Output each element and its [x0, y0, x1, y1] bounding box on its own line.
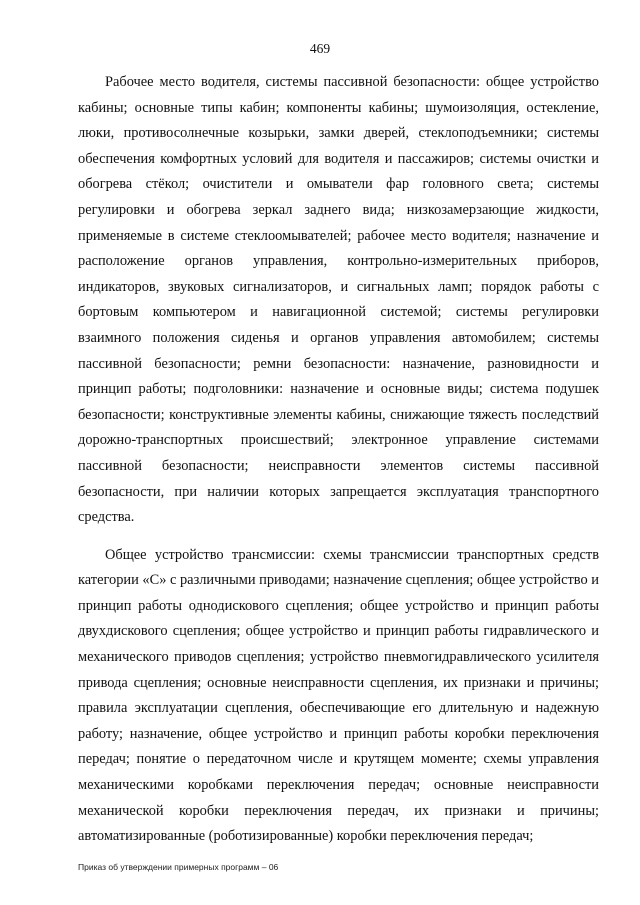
- text-line: Рабочее место водителя, системы пассивной безопасности: общее устройство: [105, 74, 599, 90]
- text-line: обеспечения комфортных условий для водителя и пассажиров; системы очистки и: [78, 150, 599, 167]
- text-line: дорожно-транспортных происшествий; электронное управление системами: [78, 432, 599, 449]
- text-line: принцип работы однодискового сцепления; общее устройство и принцип работы: [78, 597, 599, 614]
- text-line: пассивной безопасности; неисправности элементов системы пассивной: [78, 457, 599, 474]
- text-line: правила эксплуатации сцепления, обеспечивающие его длительную и надежную: [78, 700, 599, 717]
- text-line: категории «С» с различными приводами; назначение сцепления; общее устройство и: [78, 572, 599, 589]
- text-line: механического приводов сцепления; устройство пневмогидравлического усилителя: [78, 649, 599, 666]
- text-line: применяемые в системе стеклоомывателей; рабочее место водителя; назначение и: [78, 227, 599, 244]
- text-line: регулировки и обогрева зеркал заднего вида; низкозамерзающие жидкости,: [78, 201, 599, 218]
- text-line: люки, противосолнечные козырьки, замки дверей, стеклоподъемники; системы: [78, 125, 599, 142]
- text-line: кабины; основные типы кабин; компоненты кабины; шумоизоляция, остекление,: [78, 99, 599, 116]
- text-line: расположение органов управления, контрольно-измерительных приборов,: [78, 253, 599, 270]
- text-line: безопасности; конструктивные элементы кабины, снижающие тяжесть последствий: [78, 406, 599, 423]
- page-number: 469: [309, 41, 331, 56]
- text-line: обогрева стёкол; очистители и омыватели фар головного света; системы: [78, 176, 599, 193]
- text-line: работу; назначение, общее устройство и принцип работы коробки переключения: [78, 725, 599, 742]
- text-line: взаимного положения сиденья и органов управления автомобилем; системы: [78, 329, 599, 346]
- text-line: бортовым компьютером и навигационной системой; системы регулировки: [78, 304, 599, 321]
- text-line: автоматизированные (роботизированные) коробки переключения передач;: [78, 828, 534, 845]
- text-line: принцип работы; подголовники: назначение и основные виды; система подушек: [78, 381, 599, 398]
- text-line: средства.: [78, 509, 135, 526]
- text-line: пассивной безопасности; ремни безопасности: назначение, разновидности и: [78, 355, 599, 372]
- footer-note: Приказ об утверждении примерных программ – 06: [78, 862, 279, 872]
- text-line: безопасности, при наличии которых запрещается эксплуатация транспортного: [78, 483, 599, 500]
- text-line: Общее устройство трансмиссии: схемы трансмиссии транспортных средств: [105, 546, 599, 563]
- paragraph-transmission: [78, 543, 599, 850]
- paragraph-driver-workplace: [78, 70, 599, 531]
- text-line: индикаторов, звуковых сигнализаторов, и сигнальных ламп; порядок работы с: [78, 278, 599, 295]
- text-line: механическими коробками переключения передач; основные неисправности: [78, 777, 599, 794]
- text-line: привода сцепления; основные неисправности сцепления, их признаки и причины;: [78, 674, 599, 691]
- text-line: двухдискового сцепления; общее устройство и принцип работы гидравлического и: [78, 623, 599, 640]
- text-line: механической коробки переключения передач, их признаки и причины;: [78, 802, 599, 819]
- body-text: [78, 70, 599, 850]
- text-line: передач; понятие о передаточном числе и крутящем моменте; схемы управления: [78, 751, 599, 768]
